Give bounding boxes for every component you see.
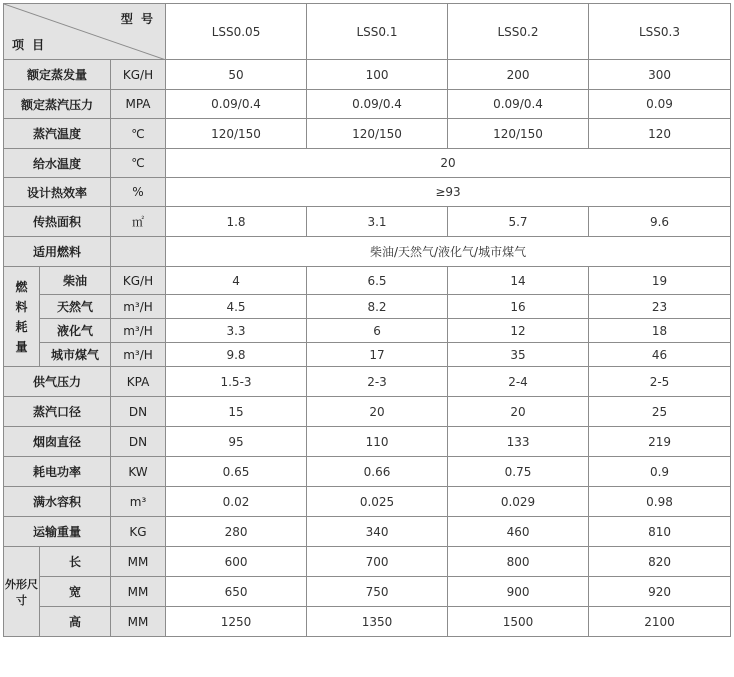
unit-cell: m³/H — [111, 319, 166, 343]
unit-cell: MPA — [111, 90, 166, 119]
value-cell: 0.029 — [448, 487, 589, 517]
table-row — [4, 397, 731, 427]
row-label: 满水容积 — [4, 487, 111, 517]
value-cell: 6 — [307, 319, 448, 343]
value-cell: 0.09/0.4 — [448, 90, 589, 119]
value-cell: 0.025 — [307, 487, 448, 517]
table-row — [4, 547, 731, 577]
merged-value-cell: ≥93 — [166, 178, 731, 207]
value-cell: 810 — [589, 517, 731, 547]
dimensions-group-label: 外形尺寸 — [4, 547, 40, 637]
row-label: 蒸汽温度 — [4, 119, 111, 149]
value-cell: 16 — [448, 295, 589, 319]
table-row — [4, 267, 731, 295]
value-cell: 700 — [307, 547, 448, 577]
unit-cell: MM — [111, 607, 166, 637]
spec-table — [3, 3, 731, 637]
value-cell: 6.5 — [307, 267, 448, 295]
value-cell: 1500 — [448, 607, 589, 637]
unit-cell: DN — [111, 397, 166, 427]
value-cell: 1.5-3 — [166, 367, 307, 397]
value-cell: 1.8 — [166, 207, 307, 237]
group-label-char: 耗 — [15, 319, 28, 334]
value-cell: 0.65 — [166, 457, 307, 487]
fuel-type-label: 天然气 — [40, 295, 111, 319]
unit-cell: KW — [111, 457, 166, 487]
group-label-char: 燃 — [15, 279, 28, 294]
value-cell: 750 — [307, 577, 448, 607]
value-cell: 2-3 — [307, 367, 448, 397]
table-row — [4, 149, 731, 178]
model-header-cell: LSS0.2 — [448, 4, 589, 60]
unit-cell: ℃ — [111, 149, 166, 178]
table-row — [4, 295, 731, 319]
value-cell: 12 — [448, 319, 589, 343]
value-cell: 120/150 — [307, 119, 448, 149]
value-cell: 18 — [589, 319, 731, 343]
value-cell: 9.6 — [589, 207, 731, 237]
value-cell: 600 — [166, 547, 307, 577]
value-cell: 20 — [307, 397, 448, 427]
table-row — [4, 457, 731, 487]
table-row — [4, 119, 731, 149]
merged-value-cell: 柴油/天然气/液化气/城市煤气 — [166, 237, 731, 267]
row-label: 额定蒸汽压力 — [4, 90, 111, 119]
value-cell: 1250 — [166, 607, 307, 637]
model-label: 型 号 — [120, 12, 156, 26]
value-cell: 14 — [448, 267, 589, 295]
value-cell: 800 — [448, 547, 589, 577]
value-cell: 95 — [166, 427, 307, 457]
unit-cell: m³/H — [111, 343, 166, 367]
value-cell: 110 — [307, 427, 448, 457]
unit-cell: MM — [111, 547, 166, 577]
value-cell: 650 — [166, 577, 307, 607]
table-row — [4, 577, 731, 607]
value-cell: 0.98 — [589, 487, 731, 517]
unit-cell — [111, 237, 166, 267]
unit-cell: ℃ — [111, 119, 166, 149]
value-cell: 340 — [307, 517, 448, 547]
value-cell: 50 — [166, 60, 307, 90]
value-cell: 900 — [448, 577, 589, 607]
table-row — [4, 178, 731, 207]
value-cell: 8.2 — [307, 295, 448, 319]
table-row — [4, 90, 731, 119]
unit-cell: m³ — [111, 487, 166, 517]
unit-cell: ㎡ — [111, 207, 166, 237]
value-cell: 4 — [166, 267, 307, 295]
row-label: 设计热效率 — [4, 178, 111, 207]
value-cell: 4.5 — [166, 295, 307, 319]
table-row — [4, 60, 731, 90]
value-cell: 25 — [589, 397, 731, 427]
value-cell: 5.7 — [448, 207, 589, 237]
group-label-char: 量 — [15, 339, 28, 354]
row-label: 蒸汽口径 — [4, 397, 111, 427]
value-cell: 0.02 — [166, 487, 307, 517]
dimension-label: 高 — [40, 607, 111, 637]
value-cell: 35 — [448, 343, 589, 367]
value-cell: 100 — [307, 60, 448, 90]
table-row — [4, 607, 731, 637]
model-header-cell: LSS0.05 — [166, 4, 307, 60]
table-row — [4, 517, 731, 547]
row-label: 给水温度 — [4, 149, 111, 178]
value-cell: 9.8 — [166, 343, 307, 367]
value-cell: 920 — [589, 577, 731, 607]
unit-cell: MM — [111, 577, 166, 607]
value-cell: 0.09/0.4 — [307, 90, 448, 119]
value-cell: 15 — [166, 397, 307, 427]
value-cell: 0.09/0.4 — [166, 90, 307, 119]
model-header-cell: LSS0.1 — [307, 4, 448, 60]
value-cell: 0.9 — [589, 457, 731, 487]
table-row — [4, 343, 731, 367]
item-label: 项 目 — [12, 38, 47, 52]
value-cell: 1350 — [307, 607, 448, 637]
value-cell: 820 — [589, 547, 731, 577]
unit-cell: m³/H — [111, 295, 166, 319]
value-cell: 2-5 — [589, 367, 731, 397]
unit-cell: % — [111, 178, 166, 207]
merged-value-cell: 20 — [166, 149, 731, 178]
value-cell: 460 — [448, 517, 589, 547]
value-cell: 0.09 — [589, 90, 731, 119]
value-cell: 120/150 — [166, 119, 307, 149]
table-row — [4, 367, 731, 397]
table-row — [4, 4, 731, 60]
row-label: 传热面积 — [4, 207, 111, 237]
row-label: 运输重量 — [4, 517, 111, 547]
value-cell: 219 — [589, 427, 731, 457]
row-label: 耗电功率 — [4, 457, 111, 487]
value-cell: 0.66 — [307, 457, 448, 487]
value-cell: 133 — [448, 427, 589, 457]
group-label-char: 料 — [15, 299, 28, 314]
fuel-type-label: 液化气 — [40, 319, 111, 343]
unit-cell: KPA — [111, 367, 166, 397]
value-cell: 23 — [589, 295, 731, 319]
value-cell: 2-4 — [448, 367, 589, 397]
value-cell: 19 — [589, 267, 731, 295]
table-row — [4, 487, 731, 517]
table-row — [4, 207, 731, 237]
dimension-label: 宽 — [40, 577, 111, 607]
unit-cell: DN — [111, 427, 166, 457]
unit-cell: KG/H — [111, 267, 166, 295]
value-cell: 0.75 — [448, 457, 589, 487]
value-cell: 3.3 — [166, 319, 307, 343]
value-cell: 2100 — [589, 607, 731, 637]
value-cell: 17 — [307, 343, 448, 367]
dimension-label: 长 — [40, 547, 111, 577]
unit-cell: KG — [111, 517, 166, 547]
fuel-type-label: 柴油 — [40, 267, 111, 295]
header-corner-cell — [4, 4, 166, 60]
unit-cell: KG/H — [111, 60, 166, 90]
value-cell: 3.1 — [307, 207, 448, 237]
row-label: 额定蒸发量 — [4, 60, 111, 90]
row-label: 适用燃料 — [4, 237, 111, 267]
model-header-cell: LSS0.3 — [589, 4, 731, 60]
value-cell: 46 — [589, 343, 731, 367]
value-cell: 20 — [448, 397, 589, 427]
value-cell: 300 — [589, 60, 731, 90]
table-row — [4, 237, 731, 267]
table-row — [4, 319, 731, 343]
value-cell: 120/150 — [448, 119, 589, 149]
row-label: 烟囱直径 — [4, 427, 111, 457]
value-cell: 200 — [448, 60, 589, 90]
row-label: 供气压力 — [4, 367, 111, 397]
table-row — [4, 427, 731, 457]
fuel-type-label: 城市煤气 — [40, 343, 111, 367]
fuel-consumption-group-label — [4, 267, 40, 367]
value-cell: 280 — [166, 517, 307, 547]
value-cell: 120 — [589, 119, 731, 149]
